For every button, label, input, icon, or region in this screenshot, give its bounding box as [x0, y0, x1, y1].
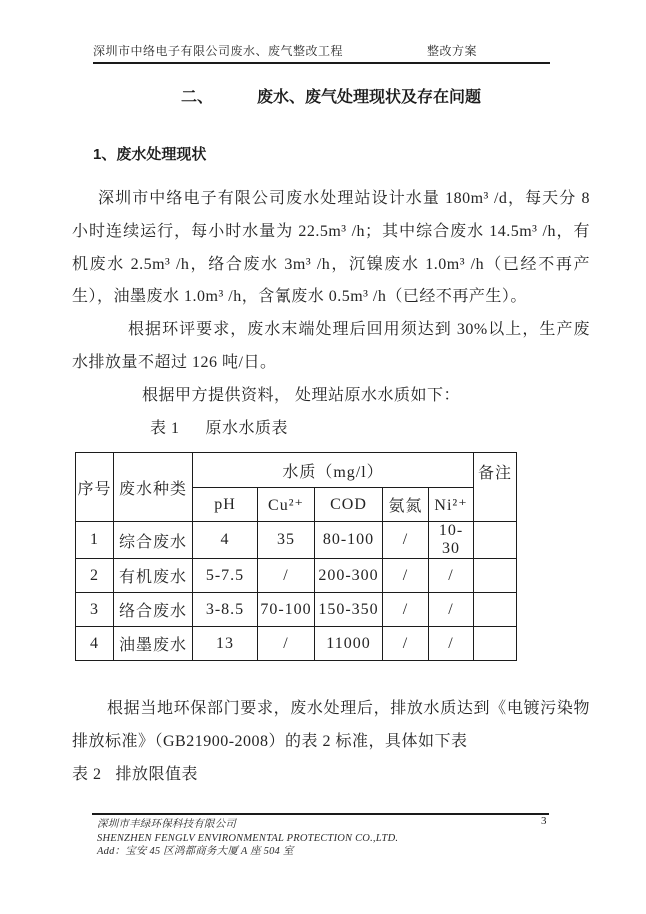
table-row — [76, 627, 517, 661]
col-header-quality-group: 水质（mg/l） — [193, 453, 474, 488]
cell-index: 4 — [76, 627, 114, 661]
page-title-text: 废水、废气处理现状及存在问题 — [257, 89, 482, 106]
cell-cod: 200-300 — [315, 559, 383, 593]
cell-ph: 5-7.5 — [193, 559, 258, 593]
footer-company-en: SHENZHEN FENGLV ENVIRONMENTAL PROTECTION CO.,LTD. — [97, 832, 399, 844]
header-doc-type: 整改方案 — [426, 44, 477, 58]
cell-type: 有机废水 — [114, 559, 193, 593]
footer-company-cn: 深圳市丰绿环保科技有限公司 — [97, 819, 237, 830]
page-title — [72, 88, 590, 108]
col-header-ph: pH — [193, 488, 258, 522]
col-header-type: 废水种类 — [114, 453, 193, 522]
col-header-index: 序号 — [76, 453, 114, 522]
cell-type: 油墨废水 — [114, 627, 193, 661]
cell-type: 络合废水 — [114, 593, 193, 627]
table-row — [76, 522, 517, 559]
paragraph-discharge-standard: 根据当地环保部门要求，废水处理后，排放水质达到《电镀污染物排放标准》（GB21900-2008）的表 2 标准，具体如下表 — [72, 700, 590, 751]
document-body — [72, 60, 590, 792]
col-header-ammonia: 氨氮 — [383, 488, 429, 522]
cell-ni: / — [429, 559, 474, 593]
cell-note — [474, 522, 517, 559]
col-header-cu: Cu²⁺ — [258, 488, 315, 522]
cell-cu: 35 — [258, 522, 315, 559]
cell-cu: / — [258, 627, 315, 661]
col-header-ni: Ni²⁺ — [429, 488, 474, 522]
cell-cu: / — [258, 559, 315, 593]
cell-ph: 3-8.5 — [193, 593, 258, 627]
col-header-cod: COD — [315, 488, 383, 522]
header-project-title: 深圳市中络电子有限公司废水、废气整改工程 — [93, 44, 344, 58]
table2-caption-title: 排放限值表 — [115, 765, 199, 783]
cell-ammonia: / — [383, 627, 429, 661]
cell-cod: 80-100 — [315, 522, 383, 559]
cell-ammonia: / — [383, 559, 429, 593]
page-title-number: 二、 — [180, 89, 213, 106]
table-header-row — [76, 453, 517, 488]
cell-ammonia: / — [383, 522, 429, 559]
cell-ph: 13 — [193, 627, 258, 661]
cell-cu: 70-100 — [258, 593, 315, 627]
table2-caption — [72, 759, 590, 792]
cell-ammonia: / — [383, 593, 429, 627]
section-heading: 1、废水处理现状 — [93, 146, 207, 163]
cell-note — [474, 593, 517, 627]
paragraph-design-capacity: 深圳市中络电子有限公司废水处理站设计水量 180m³ /d，每天分 8 小时连续运行，每小时水量为 22.5m³ /h；其中综合废水 14.5m³ /h，有机废水 2.5m³ /h，络合废水 3m³ /h，沉镍废水 1.0m³ /h（已经不再产生），油墨废水 1.0m³ /h，含氰废水 0.5m³ /h（已经不再产生）。 — [72, 190, 590, 306]
table-row — [76, 559, 517, 593]
cell-note — [474, 559, 517, 593]
cell-ni: 10-30 — [429, 522, 474, 559]
cell-note — [474, 627, 517, 661]
cell-ni: / — [429, 627, 474, 661]
table1-caption-title: 原水水质表 — [205, 419, 289, 437]
cell-ph: 4 — [193, 522, 258, 559]
raw-water-quality-table — [75, 452, 517, 661]
table1-caption — [72, 413, 590, 446]
cell-index: 2 — [76, 559, 114, 593]
cell-cod: 150-350 — [315, 593, 383, 627]
page-footer — [92, 813, 549, 859]
col-header-note: 备注 — [474, 453, 517, 522]
cell-ni: / — [429, 593, 474, 627]
cell-type: 综合废水 — [114, 522, 193, 559]
cell-index: 3 — [76, 593, 114, 627]
footer-address: Add：宝安 45 区鸿都商务大厦 A 座 504 室 — [97, 846, 294, 858]
paragraph-raw-water-intro: 根据甲方提供资料， 处理站原水水质如下： — [142, 386, 461, 404]
cell-cod: 11000 — [315, 627, 383, 661]
paragraph-eia-requirement: 根据环评要求，废水末端处理后回用须达到 30%以上，生产废水排放量不超过 126 吨/日。 — [72, 321, 590, 371]
page-number: 3 — [541, 815, 547, 827]
cell-index: 1 — [76, 522, 114, 559]
table1-caption-label: 表 1 — [150, 419, 180, 437]
table2-caption-label: 表 2 — [72, 765, 102, 783]
table-row — [76, 593, 517, 627]
